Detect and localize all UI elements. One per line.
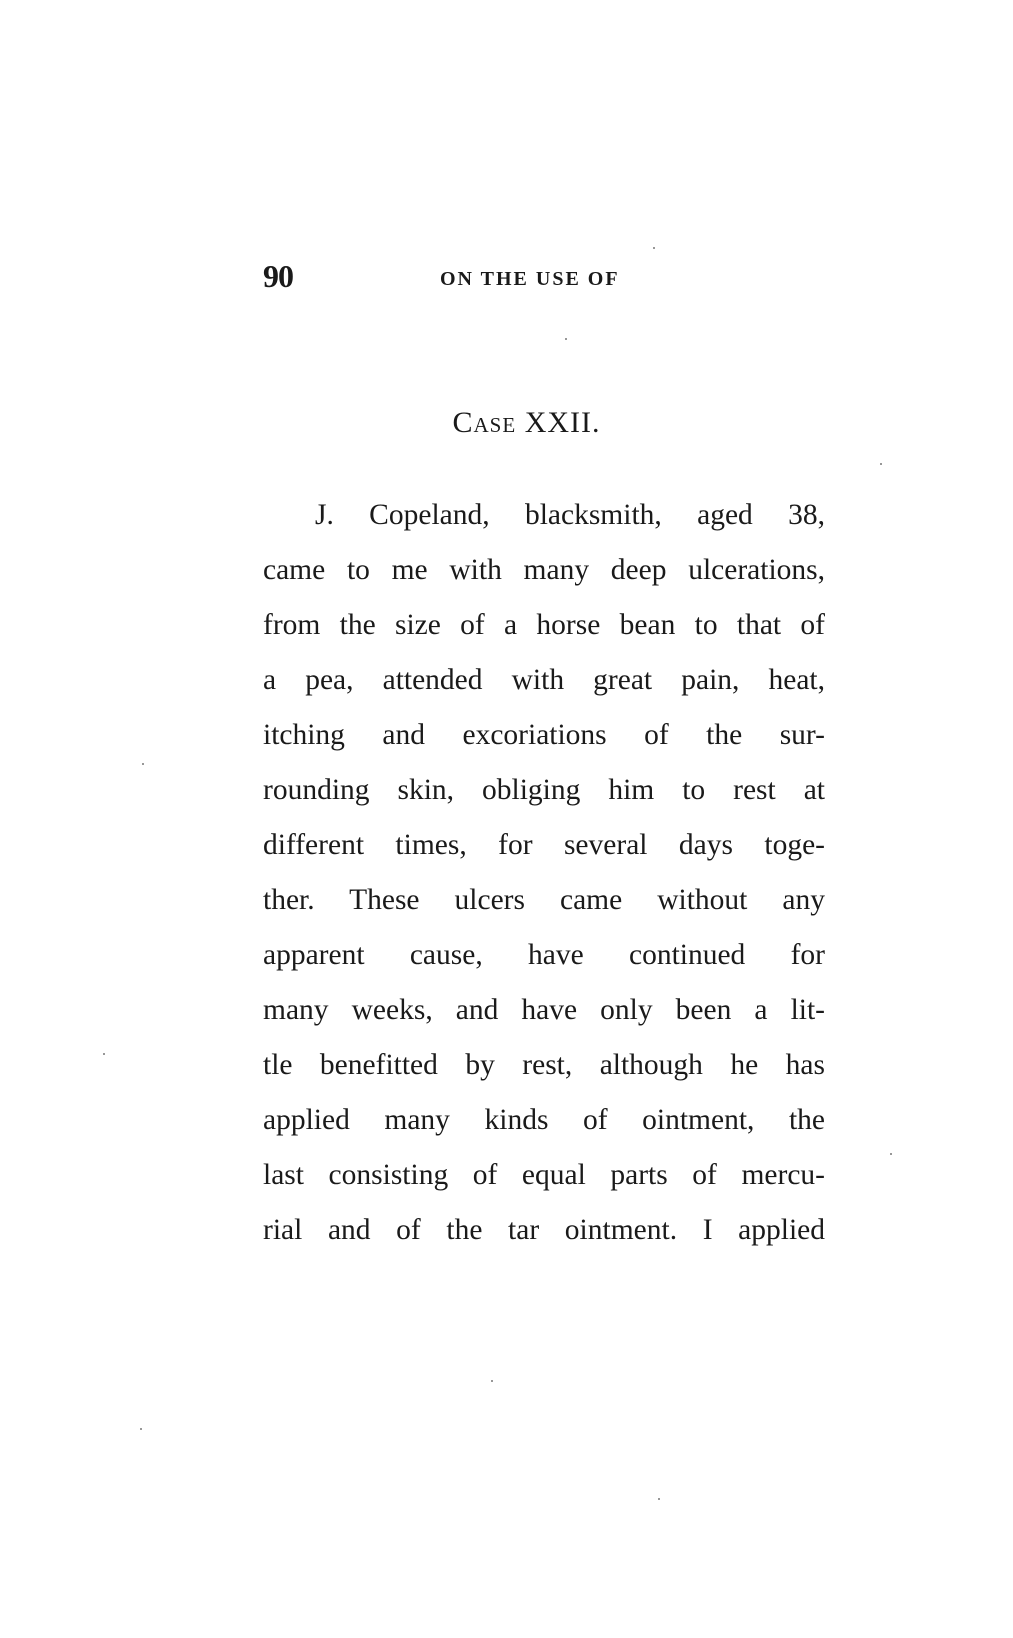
body-line: a pea, attended with great pain, heat, [263, 664, 825, 696]
running-head: ON THE USE OF [440, 268, 620, 290]
body-line: ther. These ulcers came without any [263, 884, 825, 916]
case-heading-numeral: XXII. [524, 406, 601, 439]
body-line: last consisting of equal parts of mercu- [263, 1159, 825, 1191]
body-line: rounding skin, obliging him to rest at [263, 774, 825, 806]
scan-speck [491, 1380, 493, 1382]
scan-speck [103, 1053, 105, 1055]
scan-speck [880, 463, 882, 465]
body-line: itching and excoriations of the sur- [263, 719, 825, 751]
body-line: applied many kinds of ointment, the [263, 1104, 825, 1136]
scan-speck [653, 247, 655, 249]
body-text [263, 488, 825, 1258]
case-heading-prefix: Case [452, 406, 517, 439]
body-line: different times, for several days toge- [263, 829, 825, 861]
case-heading [0, 406, 1013, 440]
scan-speck [890, 1153, 892, 1155]
scan-speck [142, 763, 144, 765]
scan-speck [565, 338, 567, 340]
body-line: from the size of a horse bean to that of [263, 609, 825, 641]
scan-speck [140, 1428, 142, 1430]
body-line: tle benefitted by rest, although he has [263, 1049, 825, 1081]
body-line: many weeks, and have only been a lit- [263, 994, 825, 1026]
page-number: 90 [263, 258, 293, 294]
scan-speck [658, 1498, 660, 1500]
body-line: J. Copeland, blacksmith, aged 38, [315, 499, 825, 531]
body-line: rial and of the tar ointment. I applied [263, 1214, 825, 1246]
body-line: came to me with many deep ulcerations, [263, 554, 825, 586]
body-line: apparent cause, have continued for [263, 939, 825, 971]
